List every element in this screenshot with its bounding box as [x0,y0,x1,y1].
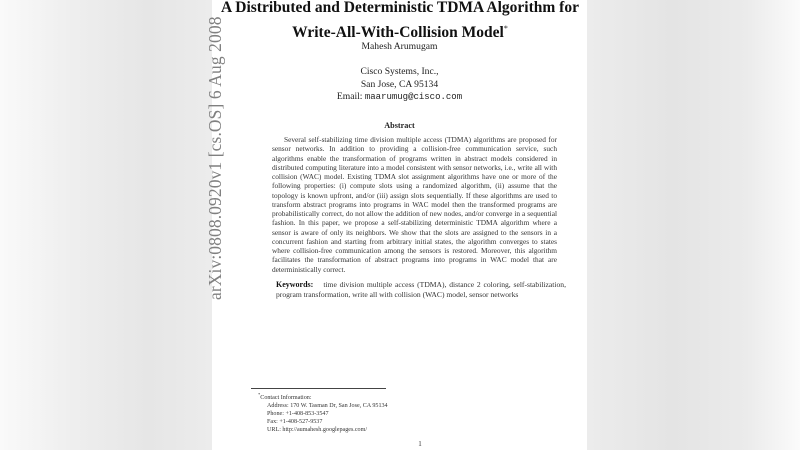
footnote-mark: * [258,392,261,397]
affiliation-city: San Jose, CA 95134 [360,78,439,90]
keywords-text: time division multiple access (TDMA), distance 2 coloring, self-stabilization, program transformation, write all with collision (WAC) model, sensor networks [276,280,566,299]
background-left [0,0,212,450]
abstract-heading: Abstract [384,121,415,130]
affiliation-org: Cisco Systems, Inc., [360,66,439,77]
affiliation [212,66,587,104]
footnote-heading: Contact Information: [260,395,312,402]
email-address: maarumug@cisco.com [364,92,463,102]
footnote-contact [258,391,558,434]
footnote-phone: Phone: +1-408-853-3547 [267,411,329,418]
paper-title [200,0,600,43]
keywords-label: Keywords: [276,280,314,289]
title-line-1: A Distributed and Deterministic TDMA Algorithm for [221,0,579,16]
arxiv-identifier-stamp: arXiv:0808.0920v1 [cs.OS] 6 Aug 2008 [205,16,225,300]
title-footnote-mark: * [503,24,508,33]
footnote-url: URL: http://aumahesh.googlepages.com/ [267,427,368,434]
footnote-fax: Fax: +1-408-527-9537 [267,419,323,426]
keywords [276,280,566,300]
footnote-rule [251,388,386,389]
abstract-text: Several self-stabilizing time division multiple access (TDMA) algorithms are proposed for sensor networks. In addition to providing a collision-free communication service, such algorithms enable the transformation of programs written in abstract models considered in distributed computing literature into a model consistent with sensor networks, i.e., write all with collision (WAC) model. Existing TDMA slot assignment algorithms have one or more of the following properties: (i) compute slots using a randomized algorithm, (ii) assume that the topology is known upfront, and/or (iii) assign slots sequentially. If these algorithms are used to transform abstract programs into programs in WAC model then the transformed programs are probabilistically correct, do not allow the addition of new nodes, and/or converge in a sequential fashion. In this paper, we propose a self-stabilizing deterministic TDMA algorithm where a sensor is aware of only its neighbors. We show that the slots are assigned to the sensors in a concurrent fashion and starting from arbitrary initial states, the algorithm converges to states where collision-free communication among the sensors is restored. Moreover, this algorithm facilitates the transformation of abstract programs into programs in WAC model that are deterministically correct. [272,135,557,274]
footnote-address: Address: 170 W. Tasman Dr, San Jose, CA 95134 [267,403,388,410]
background-right [587,0,800,450]
page-number: 1 [418,440,422,448]
affiliation-email: Email: maarumug@cisco.com [336,91,463,102]
title-line-2: Write-All-With-Collision Model* [292,24,508,42]
author-name: Mahesh Arumugam [361,41,438,52]
